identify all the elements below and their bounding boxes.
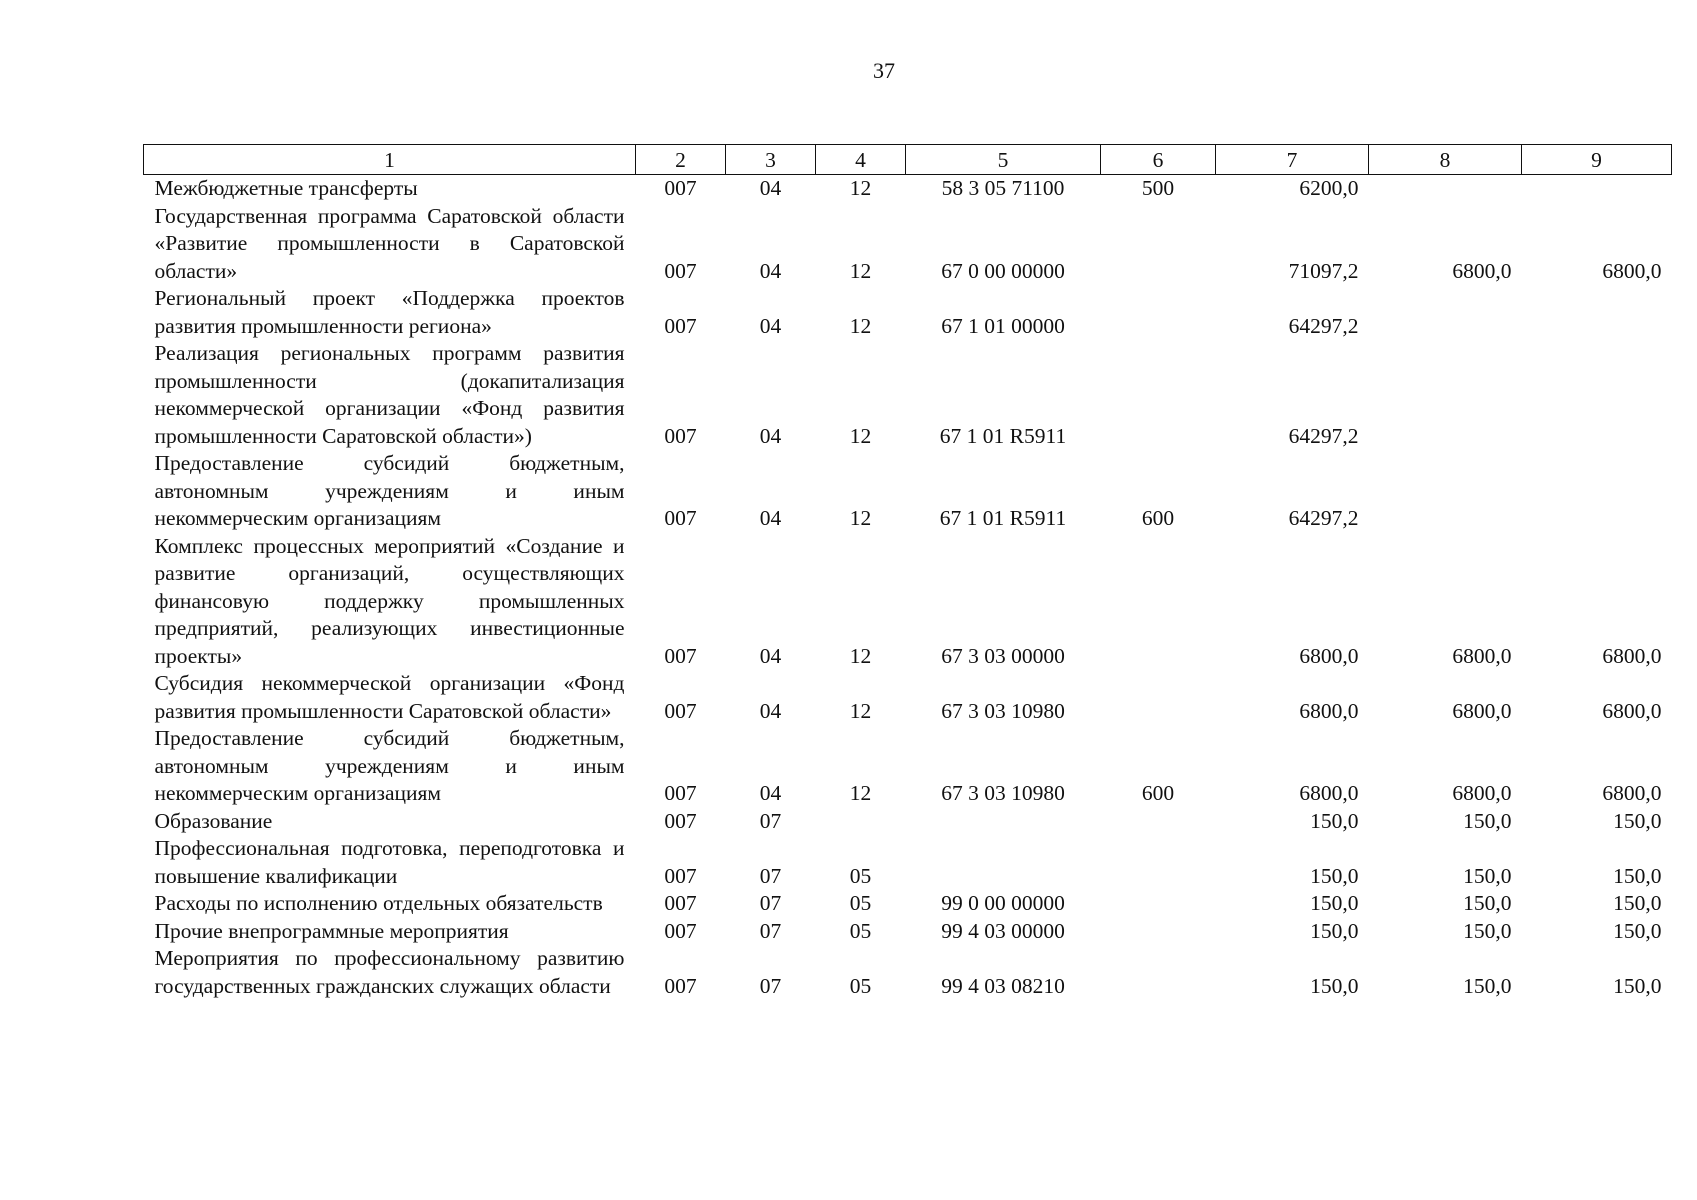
row-subsection-code: 12 [849,781,872,805]
row-target-article [906,808,1101,836]
row-target-article: 67 3 03 10980 [941,781,1065,805]
row-section-code: 07 [759,973,782,998]
row-sum-1: 150,0 [1310,808,1359,833]
row-sum-3: 150,0 [1613,863,1662,888]
table-row [144,670,1672,725]
row-sum-1: 6800,0 [1299,698,1359,723]
row-subsection-code: 12 [849,423,872,448]
table-row [144,835,1672,890]
row-subsection-code: 05 [849,973,872,998]
row-subsection-code: 05 [849,863,872,888]
budget-table [143,144,1672,1000]
row-sum-2 [1369,175,1522,203]
row-ministry-code: 007 [664,973,697,998]
table-row [144,890,1672,918]
row-subsection-code: 12 [849,176,872,200]
table-row [144,808,1672,836]
table-row [144,340,1672,450]
row-subsection-code [816,808,906,836]
row-name: Комплекс процессных мероприятий «Создание и развитие организаций, осуществляющих финансовую поддержку промышленных предприятий, реализующих инвестиционные проекты» [154,533,625,668]
row-section-code: 07 [759,863,782,888]
row-sum-3 [1522,450,1672,533]
row-expense-type [1101,285,1216,340]
row-sum-2: 150,0 [1463,891,1512,915]
table-row [144,285,1672,340]
row-section-code: 04 [759,643,782,668]
row-ministry-code: 007 [664,698,697,723]
row-subsection-code: 12 [849,258,872,283]
row-sum-1: 64297,2 [1288,423,1359,448]
row-sum-3: 150,0 [1613,918,1662,943]
table-row [144,175,1672,203]
column-header: 4 [816,145,906,175]
row-sum-2: 6800,0 [1452,643,1512,668]
row-expense-type [1101,890,1216,918]
row-name: Предоставление субсидий бюджетным, автономным учреждениям и иным некоммерческим организациям [154,451,625,530]
row-name: Межбюджетные трансферты [154,176,418,200]
row-name: Мероприятия по профессиональному развитию государственных гражданских служащих области [154,946,625,998]
column-header: 9 [1522,145,1672,175]
row-name: Субсидия некоммерческой организации «Фонд развития промышленности Саратовской области» [154,671,625,723]
row-subsection-code: 12 [849,506,872,530]
row-expense-type [1101,533,1216,671]
row-name: Региональный проект «Поддержка проектов развития промышленности региона» [154,286,625,338]
table-row [144,450,1672,533]
row-section-code: 07 [759,891,782,915]
row-target-article: 99 4 03 08210 [941,973,1065,998]
row-sum-1: 150,0 [1310,891,1359,915]
row-target-article: 99 4 03 00000 [941,918,1065,943]
row-sum-3: 6800,0 [1602,643,1662,668]
row-expense-type [1101,945,1216,1000]
row-sum-3: 150,0 [1613,891,1662,915]
row-ministry-code: 007 [664,863,697,888]
row-sum-1: 71097,2 [1288,258,1359,283]
row-ministry-code: 007 [664,781,697,805]
row-name: Прочие внепрограммные мероприятия [154,918,509,943]
row-target-article: 99 0 00 00000 [941,891,1065,915]
table-header-row [144,145,1672,175]
row-target-article: 67 1 01 R5911 [939,506,1067,530]
row-expense-type [1101,808,1216,836]
row-target-article: 67 0 00 00000 [941,258,1065,283]
column-header: 6 [1101,145,1216,175]
row-sum-1: 150,0 [1310,973,1359,998]
row-subsection-code: 12 [849,313,872,338]
row-target-article: 67 1 01 00000 [941,313,1065,338]
row-subsection-code: 12 [849,643,872,668]
row-section-code: 04 [759,781,782,805]
column-header: 5 [906,145,1101,175]
row-sum-1: 150,0 [1310,918,1359,943]
row-sum-3: 150,0 [1613,973,1662,998]
row-expense-type [1101,835,1216,890]
row-sum-3: 6800,0 [1602,698,1662,723]
row-target-article: 67 3 03 00000 [941,643,1065,668]
row-ministry-code: 007 [664,423,697,448]
row-sum-2 [1369,450,1522,533]
row-sum-3 [1522,340,1672,450]
row-ministry-code: 007 [664,176,697,200]
column-header: 8 [1369,145,1522,175]
row-section-code: 04 [759,423,782,448]
row-sum-2: 6800,0 [1452,781,1512,805]
row-target-article: 67 1 01 R5911 [939,423,1067,448]
row-sum-3: 150,0 [1613,808,1662,833]
table-body [144,175,1672,1001]
table-row [144,533,1672,671]
table-row [144,945,1672,1000]
row-subsection-code: 12 [849,698,872,723]
row-sum-1: 6800,0 [1299,781,1359,805]
row-subsection-code: 05 [849,918,872,943]
column-header: 1 [144,145,636,175]
row-sum-2: 150,0 [1463,973,1512,998]
row-target-article [906,835,1101,890]
row-target-article: 58 3 05 71100 [941,176,1065,200]
row-sum-2: 150,0 [1463,918,1512,943]
row-name: Образование [154,808,273,833]
row-sum-1: 6800,0 [1299,643,1359,668]
row-section-code: 07 [759,918,782,943]
row-sum-3: 6800,0 [1602,781,1662,805]
row-ministry-code: 007 [664,258,697,283]
row-target-article: 67 3 03 10980 [941,698,1065,723]
row-name: Предоставление субсидий бюджетным, автономным учреждениям и иным некоммерческим организациям [154,726,625,805]
row-sum-1: 64297,2 [1288,506,1359,530]
row-sum-2: 6800,0 [1452,258,1512,283]
row-sum-3 [1522,175,1672,203]
table-row [144,918,1672,946]
row-expense-type: 600 [1141,506,1175,530]
row-section-code: 04 [759,698,782,723]
row-expense-type: 600 [1141,781,1175,805]
row-ministry-code: 007 [664,506,697,530]
row-ministry-code: 007 [664,313,697,338]
row-sum-2: 150,0 [1463,808,1512,833]
row-sum-2 [1369,285,1522,340]
page-number: 37 [873,58,895,83]
row-name: Государственная программа Саратовской области «Развитие промышленности в Саратовской области» [154,203,625,283]
row-expense-type [1101,203,1216,286]
row-sum-1: 6200,0 [1299,176,1359,200]
row-section-code: 04 [759,258,782,283]
row-ministry-code: 007 [664,891,697,915]
row-expense-type: 500 [1141,176,1175,200]
row-sum-2 [1369,340,1522,450]
row-sum-1: 64297,2 [1288,313,1359,338]
row-sum-3: 6800,0 [1602,258,1662,283]
table-row [144,203,1672,286]
row-ministry-code: 007 [664,918,697,943]
row-ministry-code: 007 [664,643,697,668]
row-name: Профессиональная подготовка, переподготовка и повышение квалификации [154,836,625,888]
row-subsection-code: 05 [849,891,872,915]
row-name: Реализация региональных программ развития промышленности (докапитализация некоммерческой организации «Фонд развития промышленности Саратовской области») [154,341,625,448]
row-sum-2: 6800,0 [1452,698,1512,723]
row-sum-1: 150,0 [1310,863,1359,888]
row-expense-type [1101,340,1216,450]
row-section-code: 04 [759,176,782,200]
row-name: Расходы по исполнению отдельных обязательств [154,891,603,915]
row-sum-2: 150,0 [1463,863,1512,888]
row-section-code: 04 [759,313,782,338]
row-ministry-code: 007 [664,808,697,833]
row-expense-type [1101,918,1216,946]
column-header: 3 [726,145,816,175]
column-header: 2 [636,145,726,175]
row-expense-type [1101,670,1216,725]
row-sum-3 [1522,285,1672,340]
row-section-code: 04 [759,506,782,530]
table-row [144,725,1672,808]
column-header: 7 [1216,145,1369,175]
row-section-code: 07 [759,808,782,833]
